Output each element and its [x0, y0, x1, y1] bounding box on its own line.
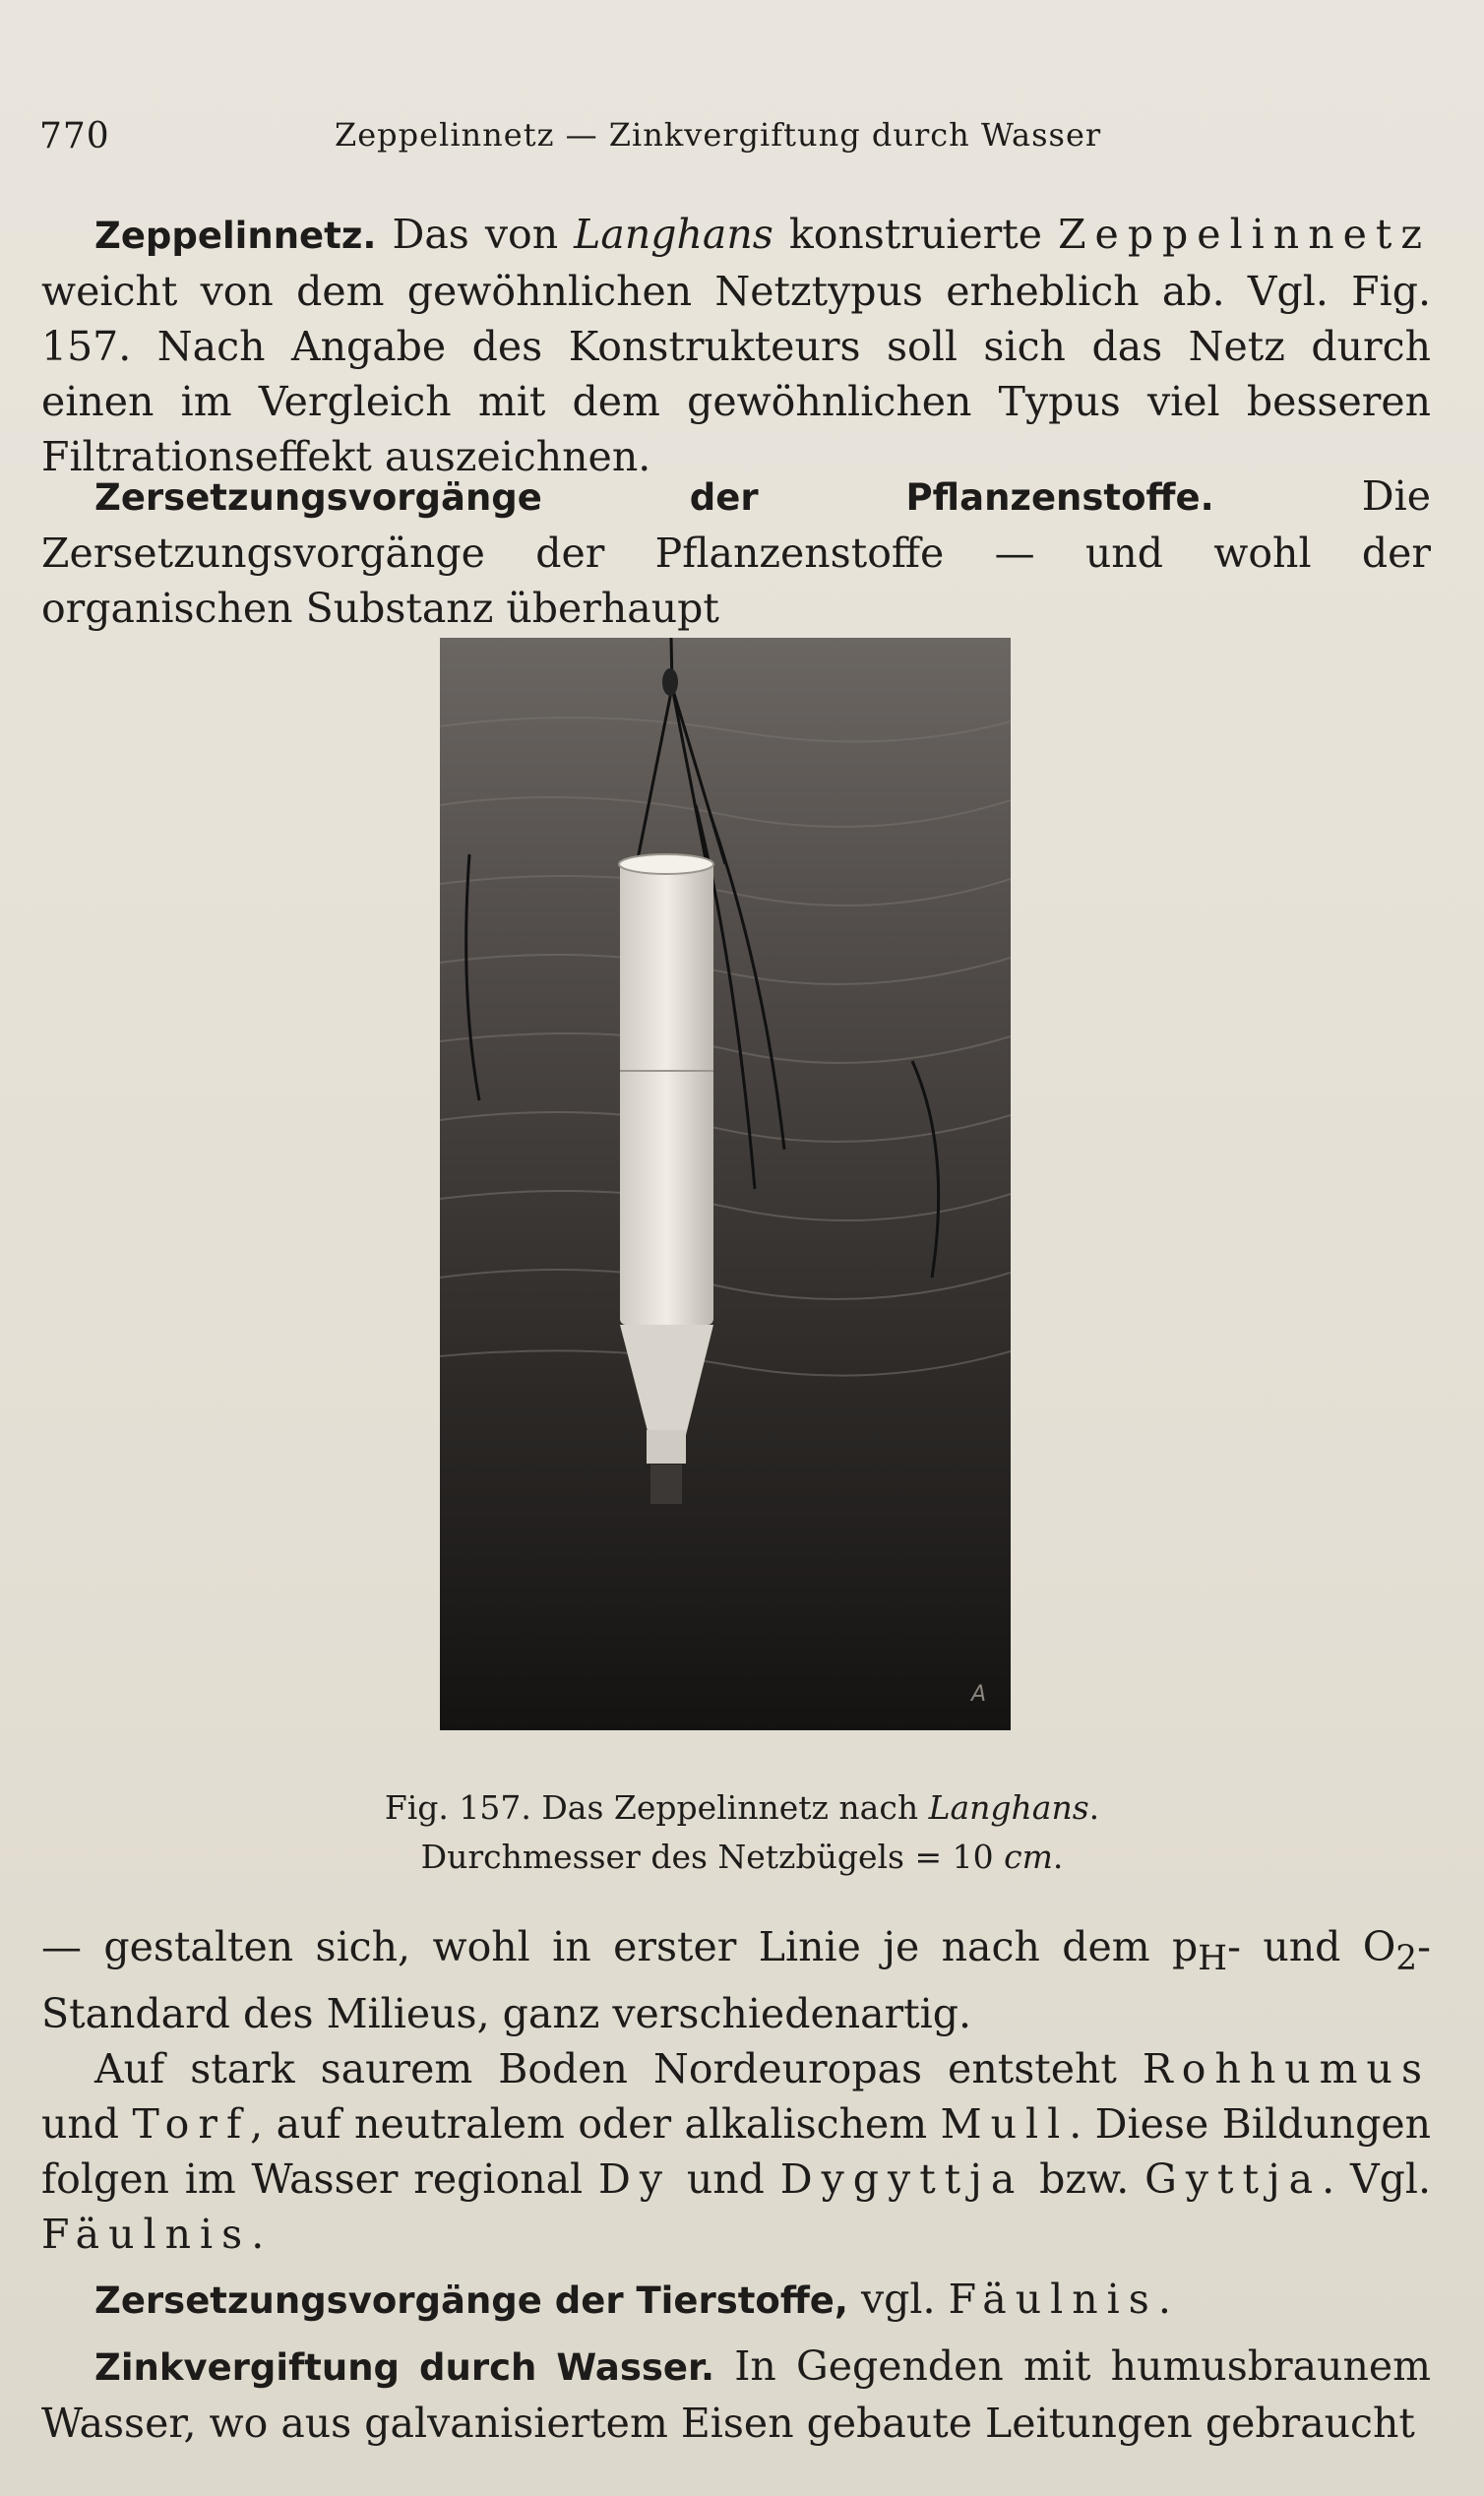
text-segment: konstruierte [788, 211, 1043, 258]
caption-line-2 [197, 1833, 1287, 1882]
text-segment: Auf stark saurem Boden Nordeuropas entsteht [94, 2045, 1117, 2093]
page-number: 770 [39, 116, 110, 156]
term-pflanzenstoffe: Zersetzungsvorgänge der Pflanzenstoffe. [94, 476, 1214, 519]
spaced-term: Dy [598, 2155, 672, 2204]
spaced-term: Fäulnis [41, 2211, 252, 2259]
term-zeppelinnetz: Zeppelinnetz. [94, 215, 377, 257]
paragraph-boden [41, 2041, 1431, 2262]
paragraph-zeppelinnetz [41, 207, 1431, 484]
text-continuation [41, 1919, 1431, 2451]
spaced-term: Torf [132, 2100, 251, 2149]
spaced-term: Fäulnis [948, 2276, 1158, 2324]
entry-zeppelinnetz [41, 207, 1431, 484]
text-segment: . [251, 2211, 265, 2259]
figure-photo-zeppelinnetz [440, 638, 1011, 1730]
text-segment: . [1157, 2276, 1171, 2324]
text-segment: . Diese Bildungen folgen im Wasser regional [41, 2100, 1431, 2204]
caption-line-1 [197, 1783, 1287, 1833]
text-segment: - und O [1227, 1923, 1396, 1970]
subscript-2: 2 [1395, 1939, 1418, 1979]
text-segment: Die Zersetzungsvorgänge der Pflanzenstoffe — und wohl der organischen Substanz überhaupt [41, 472, 1431, 632]
caption-author: Langhans [928, 1788, 1089, 1827]
caption-unit: cm [1004, 1838, 1053, 1876]
paragraph-continuation [41, 1919, 1431, 2041]
caption-punct: . [1088, 1788, 1100, 1827]
paragraph-pflanzenstoffe [41, 468, 1431, 636]
text-segment: — gestalten sich, wohl in erster Linie je nach dem p [41, 1923, 1199, 1970]
subscript-h: H [1198, 1939, 1228, 1979]
spaced-term: Dygyttja [779, 2155, 1024, 2204]
net-photograph [440, 638, 1011, 1730]
text-segment: In Gegenden mit humusbraunem Wasser, wo aus galvanisiertem Eisen gebaute Leitungen gebraucht [41, 2342, 1431, 2448]
text-segment: . Vgl. [1322, 2155, 1431, 2204]
svg-text:A: A [971, 1682, 987, 1707]
text-segment: Das von [392, 211, 559, 258]
page-header [39, 116, 1437, 175]
running-head: Zeppelinnetz — Zinkvergiftung durch Wasser [335, 116, 1102, 154]
text-segment: bzw. [1039, 2155, 1130, 2204]
figure-caption [197, 1783, 1287, 1882]
term-tierstoffe: Zersetzungsvorgänge der Tierstoffe, [94, 2279, 848, 2323]
entry-pflanzenstoffe [41, 468, 1431, 636]
text-segment: vgl. [861, 2276, 936, 2324]
text-segment: , auf neutralem oder alkalischem [250, 2100, 928, 2149]
spaced-term: Rohhumus [1142, 2045, 1431, 2093]
text-segment: -Standard des Milieus, ganz verschiedenartig. [41, 1923, 1431, 2038]
spaced-term: Mull [940, 2100, 1070, 2149]
author-name: Langhans [574, 211, 773, 258]
term-zinkvergiftung: Zinkvergiftung durch Wasser. [94, 2346, 715, 2390]
paragraph-tierstoffe [41, 2272, 1431, 2329]
spaced-term: Gyttja [1144, 2155, 1323, 2204]
spaced-term: Zeppelinnetz [1058, 211, 1431, 258]
text-segment: und [41, 2100, 120, 2149]
text-segment: und [686, 2155, 765, 2204]
caption-label: Fig. 157. Das Zeppelinnetz nach [384, 1788, 919, 1827]
caption-punct: . [1052, 1838, 1064, 1876]
caption-text: Durchmesser des Netzbügels = 10 [420, 1838, 994, 1876]
text-segment: weicht von dem gewöhnlichen Netztypus erheblich ab. Vgl. Fig. 157. Nach Angabe des Konstrukteurs soll sich das Netz durch einen im Vergleich mit dem gewöhnlichen Typus viel besseren Filtrationseffekt auszeichnen. [41, 268, 1431, 480]
paragraph-zinkvergiftung [41, 2339, 1431, 2451]
